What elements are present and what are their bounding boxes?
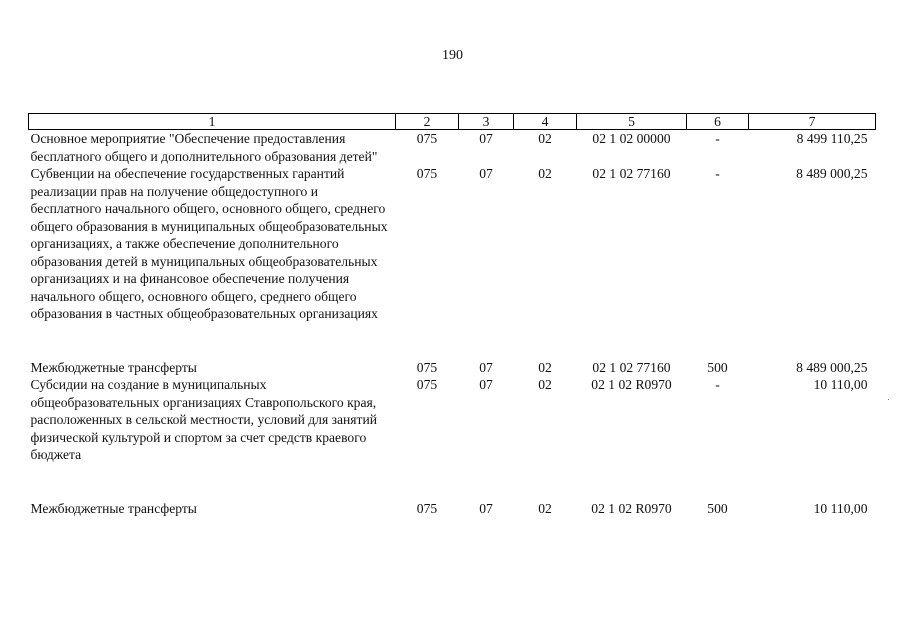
ministry-code: 075: [416, 166, 438, 181]
section-code: 07: [479, 500, 493, 516]
table-row: [29, 165, 876, 359]
subsection-code: 02: [538, 500, 552, 516]
ministry-code: 075: [416, 377, 438, 392]
expense-type-code: 500: [707, 500, 728, 516]
ministry-code: 075: [416, 131, 438, 146]
section-code: 07: [479, 377, 493, 392]
table-row: [29, 359, 876, 377]
column-header: 2: [396, 114, 459, 130]
expense-type-code: 500: [707, 359, 728, 375]
subsection-code: 02: [538, 131, 552, 146]
target-article-code: 02 1 02 77160: [592, 359, 671, 375]
column-header: 7: [749, 114, 876, 130]
scan-speck: [888, 399, 889, 400]
table-body: [29, 130, 876, 518]
expense-type-code: -: [715, 377, 720, 392]
ministry-code: 075: [416, 500, 438, 516]
column-header: 3: [459, 114, 514, 130]
column-header: 5: [577, 114, 687, 130]
table-row: [29, 376, 876, 500]
amount-value: 8 499 110,25: [796, 131, 868, 146]
amount-value: 10 110,00: [813, 500, 868, 516]
row-name: Межбюджетные трансферты: [30, 500, 197, 516]
row-name: Субсидии на создание в муниципальных общеобразовательных организациях Ставропольского края, расположенных в сельской местности, условий для занятий физической культурой и спортом за счет средств краевого бюджета: [30, 377, 378, 462]
table-header: [29, 114, 876, 130]
subsection-code: 02: [538, 377, 552, 392]
target-article-code: 02 1 02 R0970: [591, 377, 672, 392]
section-code: 07: [479, 359, 493, 375]
subsection-code: 02: [538, 166, 552, 181]
expense-type-code: -: [715, 166, 720, 181]
target-article-code: 02 1 02 R0970: [591, 500, 672, 516]
ministry-code: 075: [416, 359, 438, 375]
row-name: Основное мероприятие "Обеспечение предоставления бесплатного общего и дополнительного образования детей": [30, 131, 378, 164]
table-row: [29, 130, 876, 166]
row-name: Межбюджетные трансферты: [30, 359, 197, 375]
budget-table: [28, 113, 876, 517]
header-row: [29, 114, 876, 130]
subsection-code: 02: [538, 359, 552, 375]
target-article-code: 02 1 02 77160: [592, 166, 671, 181]
amount-value: 8 489 000,25: [796, 166, 868, 181]
expense-type-code: -: [715, 131, 720, 146]
column-header: 1: [29, 114, 396, 130]
section-code: 07: [479, 166, 493, 181]
page-number: 190: [442, 48, 463, 63]
row-name: Субвенции на обеспечение государственных гарантий реализации прав на получение общедоступного и бесплатного начального общего, основного общего, среднего общего образования в муниципальных общеобразовательных организациях, а также обеспечение дополнительного образования детей в муниципальных общеобразовательных организациях и на финансовое обеспечение получения начального общего, основного общего, среднего общего образования в частных общеобразовательных организациях: [30, 166, 388, 321]
amount-value: 10 110,00: [813, 377, 868, 392]
column-header: 6: [687, 114, 749, 130]
amount-value: 8 489 000,25: [796, 359, 868, 375]
section-code: 07: [479, 131, 493, 146]
column-header: 4: [514, 114, 577, 130]
target-article-code: 02 1 02 00000: [592, 131, 671, 146]
table-row: [29, 500, 876, 518]
